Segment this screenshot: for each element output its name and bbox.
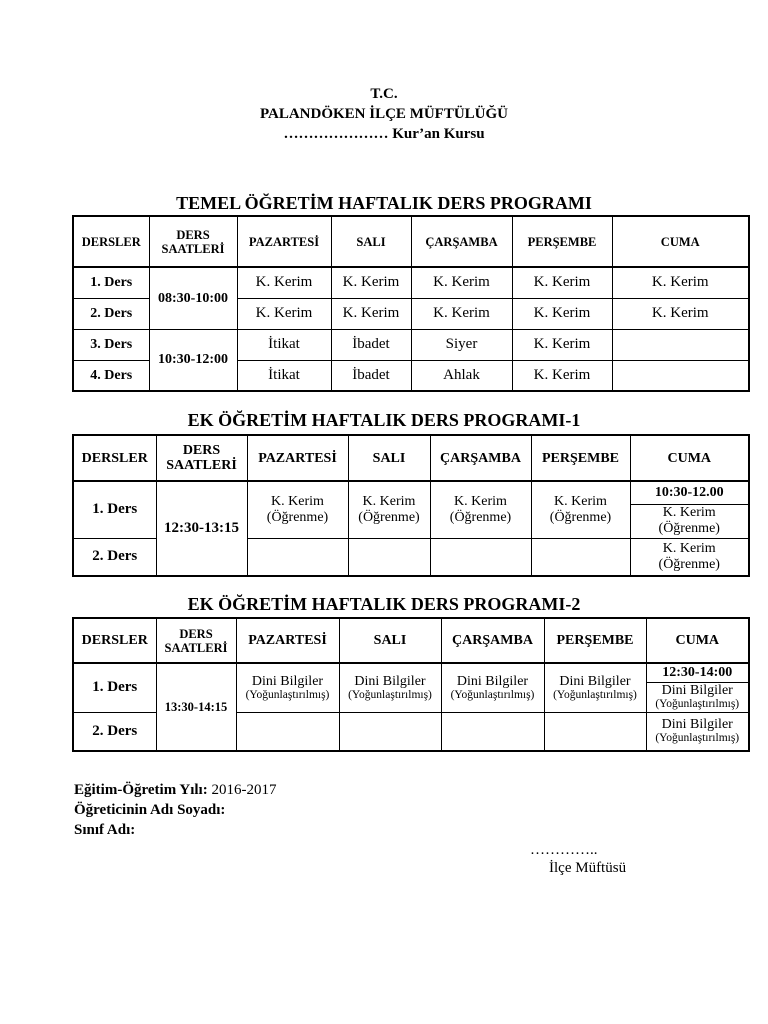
cell-pazartesi: İtikat <box>237 360 331 391</box>
cell-cuma <box>646 682 749 712</box>
cell-pazartesi: K. Kerim <box>237 267 331 298</box>
cell-pazartesi <box>247 481 348 538</box>
cell-carsamba <box>441 712 544 751</box>
table-row <box>73 267 749 298</box>
cell-sali: İbadet <box>331 329 411 360</box>
header-ders-saatleri <box>156 435 247 481</box>
course-note: (Öğrenme) <box>658 521 720 536</box>
lesson-label: 2. Ders <box>73 298 149 329</box>
header-sali: SALI <box>339 618 441 663</box>
table-row <box>73 329 749 360</box>
cell-sali: İbadet <box>331 360 411 391</box>
cell-carsamba <box>430 538 531 576</box>
cell-carsamba: Siyer <box>411 329 512 360</box>
table-body <box>73 663 749 751</box>
cell-sali <box>339 712 441 751</box>
cell-carsamba <box>430 481 531 538</box>
cell-pazartesi: K. Kerim <box>237 298 331 329</box>
lesson-label: 1. Ders <box>73 481 156 538</box>
cell-sali <box>348 481 430 538</box>
header-sali: SALI <box>331 216 411 267</box>
cell-persembe <box>531 538 630 576</box>
course-name: Dini Bilgiler <box>661 683 733 698</box>
cell-cuma <box>630 504 749 538</box>
teacher-name-line <box>74 800 276 820</box>
footer-info <box>74 780 276 840</box>
header-persembe: PERŞEMBE <box>512 216 612 267</box>
cell-carsamba: K. Kerim <box>411 298 512 329</box>
header-carsamba: ÇARŞAMBA <box>411 216 512 267</box>
header-carsamba: ÇARŞAMBA <box>430 435 531 481</box>
cuma-time: 10:30-12.00 <box>630 481 749 504</box>
course-name: K. Kerim <box>662 505 716 520</box>
cell-cuma: K. Kerim <box>612 267 749 298</box>
lesson-time: 08:30-10:00 <box>149 267 237 329</box>
header-dersler: DERSLER <box>73 216 149 267</box>
cell-persembe: K. Kerim <box>512 298 612 329</box>
cell-cuma <box>630 538 749 576</box>
course-note: (Yoğunlaştırılmış) <box>553 688 637 701</box>
cell-carsamba: K. Kerim <box>411 267 512 298</box>
table-header <box>73 618 749 663</box>
header-ders-saatleri <box>156 618 236 663</box>
header-carsamba: ÇARŞAMBA <box>441 618 544 663</box>
header-dersler: DERSLER <box>73 618 156 663</box>
header-persembe: PERŞEMBE <box>531 435 630 481</box>
academic-year-line <box>74 780 276 800</box>
course-name: Dini Bilgiler <box>456 673 529 689</box>
table-header <box>73 216 749 267</box>
course-name: K. Kerim <box>362 493 416 509</box>
course-name: Dini Bilgiler <box>354 673 426 689</box>
cell-sali: K. Kerim <box>331 298 411 329</box>
header-pazartesi: PAZARTESİ <box>236 618 339 663</box>
header-office: PALANDÖKEN İLÇE MÜFTÜLÜĞÜ <box>259 106 509 122</box>
course-name: Dini Bilgiler <box>559 673 631 689</box>
ek1-title: EK ÖĞRETİM HAFTALIK DERS PROGRAMI-1 <box>187 410 581 430</box>
academic-year-label: Eğitim-Öğretim Yılı: <box>74 782 208 798</box>
course-note: (Öğrenme) <box>358 509 420 525</box>
cell-pazartesi <box>236 712 339 751</box>
course-note: (Öğrenme) <box>658 556 720 572</box>
lesson-label: 4. Ders <box>73 360 149 391</box>
header-ders-saatleri-label: DERS SAATLERİ <box>166 443 237 473</box>
header-ders-saatleri-label: DERS SAATLERİ <box>161 227 225 256</box>
course-note: (Yoğunlaştırılmış) <box>655 732 740 745</box>
header-persembe: PERŞEMBE <box>544 618 646 663</box>
header-row <box>73 618 749 663</box>
cell-cuma <box>646 712 749 751</box>
cell-persembe <box>544 663 646 712</box>
course-note: (Yoğunlaştırılmış) <box>655 698 740 710</box>
course-name: K. Kerim <box>454 493 507 509</box>
cell-persembe: K. Kerim <box>512 329 612 360</box>
course-name: K. Kerim <box>662 540 716 556</box>
cell-persembe <box>544 712 646 751</box>
header-dersler: DERSLER <box>73 435 156 481</box>
header-sali: SALI <box>348 435 430 481</box>
cuma-time: 12:30-14:00 <box>646 663 749 682</box>
cell-pazartesi: İtikat <box>237 329 331 360</box>
class-name-label: Sınıf Adı: <box>74 822 136 838</box>
cell-cuma: K. Kerim <box>612 298 749 329</box>
lesson-time: 12:30-13:15 <box>156 481 247 576</box>
course-name: Dini Bilgiler <box>661 717 733 733</box>
cell-carsamba: Ahlak <box>411 360 512 391</box>
cell-sali <box>348 538 430 576</box>
header-course: ………………… Kur’an Kursu <box>283 126 485 142</box>
header-cuma: CUMA <box>630 435 749 481</box>
header-ders-saatleri-label: DERS SAATLERİ <box>164 626 228 655</box>
lesson-time: 13:30-14:15 <box>156 663 236 751</box>
lesson-label: 3. Ders <box>73 329 149 360</box>
lesson-label: 2. Ders <box>73 538 156 576</box>
header-pazartesi: PAZARTESİ <box>237 216 331 267</box>
course-name: K. Kerim <box>554 493 607 509</box>
course-note: (Yoğunlaştırılmış) <box>450 688 535 701</box>
header-cuma: CUMA <box>612 216 749 267</box>
header-cuma: CUMA <box>646 618 749 663</box>
cell-carsamba <box>441 663 544 712</box>
class-name-line <box>74 820 276 840</box>
course-note: (Öğrenme) <box>549 509 612 525</box>
temel-title: TEMEL ÖĞRETİM HAFTALIK DERS PROGRAMI <box>176 193 592 213</box>
cell-sali: K. Kerim <box>331 267 411 298</box>
header-country: T.C. <box>370 86 398 102</box>
cell-persembe <box>531 481 630 538</box>
course-note: (Yoğunlaştırılmış) <box>348 688 432 701</box>
table-body <box>73 481 749 576</box>
course-note: (Yoğunlaştırılmış) <box>245 688 330 701</box>
signature-title: İlçe Müftüsü <box>549 860 627 876</box>
cell-persembe: K. Kerim <box>512 267 612 298</box>
header-ders-saatleri <box>149 216 237 267</box>
table-header <box>73 435 749 481</box>
course-name: K. Kerim <box>271 493 324 509</box>
ek1-schedule-table <box>72 434 750 577</box>
signature-dots: ………….. <box>530 842 598 858</box>
header-row <box>73 435 749 481</box>
cell-cuma <box>612 329 749 360</box>
course-note: (Öğrenme) <box>266 509 329 525</box>
table-row <box>73 481 749 504</box>
cell-persembe: K. Kerim <box>512 360 612 391</box>
ek2-title: EK ÖĞRETİM HAFTALIK DERS PROGRAMI-2 <box>187 594 581 614</box>
lesson-time: 10:30-12:00 <box>149 329 237 391</box>
cell-pazartesi <box>236 663 339 712</box>
table-row <box>73 663 749 682</box>
lesson-label: 1. Ders <box>73 267 149 298</box>
temel-schedule-table <box>72 215 750 392</box>
document-header <box>0 84 768 144</box>
course-note: (Öğrenme) <box>449 509 512 525</box>
header-row <box>73 216 749 267</box>
course-name: Dini Bilgiler <box>251 673 324 689</box>
cell-cuma <box>612 360 749 391</box>
teacher-name-label: Öğreticinin Adı Soyadı: <box>74 802 226 818</box>
cell-pazartesi <box>247 538 348 576</box>
header-pazartesi: PAZARTESİ <box>247 435 348 481</box>
ek2-schedule-table <box>72 617 750 752</box>
table-body <box>73 267 749 391</box>
lesson-label: 2. Ders <box>73 712 156 751</box>
academic-year-value: 2016-2017 <box>211 782 277 798</box>
lesson-label: 1. Ders <box>73 663 156 712</box>
cell-sali <box>339 663 441 712</box>
